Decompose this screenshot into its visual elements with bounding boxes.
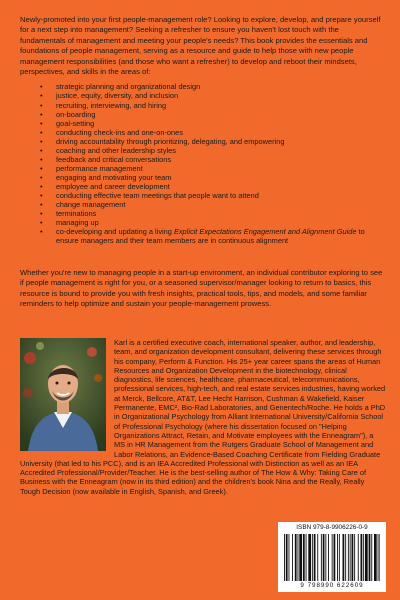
barcode-icon (284, 534, 380, 581)
barcode-bar (334, 534, 336, 581)
barcode-bar (343, 534, 345, 581)
barcode-bar (328, 534, 329, 581)
isbn-barcode (278, 522, 386, 592)
barcode-bar (345, 534, 346, 581)
intro-section (20, 15, 384, 245)
topic-item: • conducting effective team meetings that people want to attend (40, 191, 384, 200)
barcode-bar (363, 534, 364, 581)
barcode-bar (378, 534, 379, 581)
barcode-bar (308, 534, 311, 581)
topic-item: • terminations (40, 209, 384, 218)
barcode-bar (379, 534, 380, 581)
author-bio (20, 338, 386, 496)
barcode-bar (323, 534, 325, 581)
topic-item: • justice, equity, diversity, and inclusion (40, 91, 384, 100)
barcode-bar (298, 534, 299, 581)
barcode-bar (325, 534, 326, 581)
topic-text: co-developing and updating a living (56, 227, 174, 237)
topic-item: • strategic planning and organizational design (40, 82, 384, 91)
barcode-bar (321, 534, 322, 581)
intro-paragraph: Newly-promoted into your first people-management role? Looking to explore, develop, and prepare yourself for a next step into management? Seeking a refresher to ensure you haven't lost touch with the fundamentals of management and meeting your people's needs? This book provides the essentials and foundations of people management, serving as a resource and guide to help those with new people management responsibilities (and those who want a refresher) to develop and reboot their mindsets, perspectives, and skills in the areas of: (20, 15, 381, 77)
barcode-bar (306, 534, 307, 581)
guide-title: Explicit Expectations Engagement and Alignment Guide (173, 227, 357, 237)
topic-item: • change management (40, 200, 384, 209)
barcode-bar (337, 534, 338, 581)
barcode-bar (317, 534, 318, 581)
barcode-bar (299, 534, 302, 581)
barcode-bar (371, 534, 372, 581)
barcode-bar (350, 534, 351, 581)
barcode-bar (284, 534, 285, 581)
topic-item: • feedback and critical conversations (40, 155, 384, 164)
barcode-bar (348, 534, 349, 581)
barcode-bar (286, 534, 288, 581)
barcode-bar (365, 534, 368, 581)
topic-item: • employee and career development (40, 182, 384, 191)
topic-item: • coaching and other leadership styles (40, 146, 384, 155)
barcode-bar (312, 534, 313, 581)
barcode-bar (303, 534, 305, 581)
topic-item: • recruiting, interviewing, and hiring (40, 101, 384, 110)
bio-text: Karl is a certified executive coach, international speaker, author, and leadership, team, and organization development consultant, delivering these services through his company, Perform & Function. His 25+ year career spans the areas of Human Resources and Organization Development in the biotechnology, clinical diagnostics, life sciences, healthcare, pharmaceutical, telecommunications, professional services, high-tech, and real estate services industries, having worked at Merck, Bellcore, AT&T, Lee Hecht Harrison, Cushman & Wakefield, Kaiser Permanente, EMC², Bio-Rad Laboratories, and Genentech/Roche. He holds a PhD in Organizational Psychology from Alliant International University/California School of Professional Psychology (where his dissertation focused on "Helping Organizations Attract, Retain, and Motivate employees with the Enneagram"), a MS in HR Management from the Rutgers Graduate School of Management and Labor Relations, an Evidence-Based Coaching Certificate from Fielding Graduate University (that led to his PCC), and is an IEA Accredited Professional with Distinction as well as an IEA Accredited Professional/Provider/Teacher. He is the best-selling author of The How & Why: Taking Care of Business with the Enneagram (now in its third edition) and the children's book Nina and the Really, Really Tough Decision (now available in English, Spanish, and Greek). (20, 338, 386, 496)
barcode-bar (339, 534, 340, 581)
topic-item: • goal-setting (40, 119, 384, 128)
barcode-bar (352, 534, 354, 581)
barcode-bar (289, 534, 290, 581)
barcode-bar (295, 534, 297, 581)
barcode-bar (361, 534, 363, 581)
barcode-bar (332, 534, 333, 581)
barcode-bar (292, 534, 293, 581)
topics-list (20, 82, 384, 245)
topic-item: • conducting check-ins and one-on-ones (40, 128, 384, 137)
topic-item-last (40, 227, 384, 245)
topic-item: • managing up (40, 218, 384, 227)
topic-item: • engaging and motivating your team (40, 173, 384, 182)
topic-item: • performance management (40, 164, 384, 173)
barcode-bar (369, 534, 371, 581)
outro-paragraph: Whether you're new to managing people in a start-up environment, an individual contributor exploring to see if people management is right for you, or a seasoned supervisor/manager looking to return to basics, this resource is bound to provide you with fresh insights, practical tools, tips, and models, and some familiar reminders to help optimize and sustain your people-management prowess. (20, 268, 383, 309)
topic-item: • driving accountability through prioritizing, delegating, and empowering (40, 137, 384, 146)
barcode-bar (358, 534, 359, 581)
photo-float-space (20, 338, 114, 456)
topic-text: to ensure managers and their team members are in continuous alignment (56, 227, 365, 246)
barcode-bar (374, 534, 377, 581)
topic-item: • on-boarding (40, 110, 384, 119)
barcode-bar (354, 534, 355, 581)
isbn-number: ISBN 979-8-9906226-0-9 (296, 524, 368, 531)
barcode-digits: 9 798990 622609 (300, 582, 364, 589)
barcode-bar (314, 534, 316, 581)
